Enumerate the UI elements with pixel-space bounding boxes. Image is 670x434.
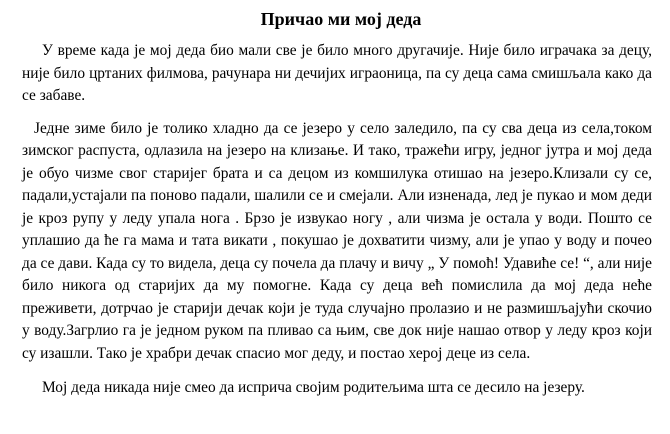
document-title: Причао ми мој деда bbox=[260, 9, 422, 29]
paragraph-3: Мој деда никада није смео да исприча својим родитељима шта се десило на језеру. bbox=[42, 379, 585, 396]
paragraph-1: У време када је мој деда био мали све је било много другачије. Није било играчака за децу, није било цртаних филмова, рачунара ни дечијих играоница, па су деца сама смишљала како да се забаве. bbox=[22, 42, 652, 104]
paragraph-2: Једне зиме било је толико хладно да се језеро у село заледило, па су сва деца из села,током зимског распуста, одлазила на језеро на клизање. И тако, тражећи игру, једног јутра и мој деда је обуо чизме свог старијег брата и са децом из комшилука отишао на језеро.Клизали су се, падали,устајали па поново падали, шалили се и смејали. Али изненада, лед је пукао и мом деди је кроз рупу у леду упала нога . Брзо је извукао ногу , али чизма је остала у води. Пошто се уплашио да ће га мама и тата викати , покушао је дохватити чизму, али је упао у воду и почео да се дави. Када су то видела, деца су почела да плачу и вичу „ У помоћ! Удавиће се! “, али није било никога од старијих да му помогне. Када су деца већ помислила да мој деда неће преживети, дотрчао је старији дечак који је туда случајно пролазио и не размишљајући скочио у воду.Загрлио га је једном руком па пливао са њим, све док није нашао отвор у леду кроз који су изашли. Тако је храбри дечак спасио мог деду, и постао херој деце из села. bbox=[22, 119, 652, 362]
document-page bbox=[22, 8, 652, 400]
